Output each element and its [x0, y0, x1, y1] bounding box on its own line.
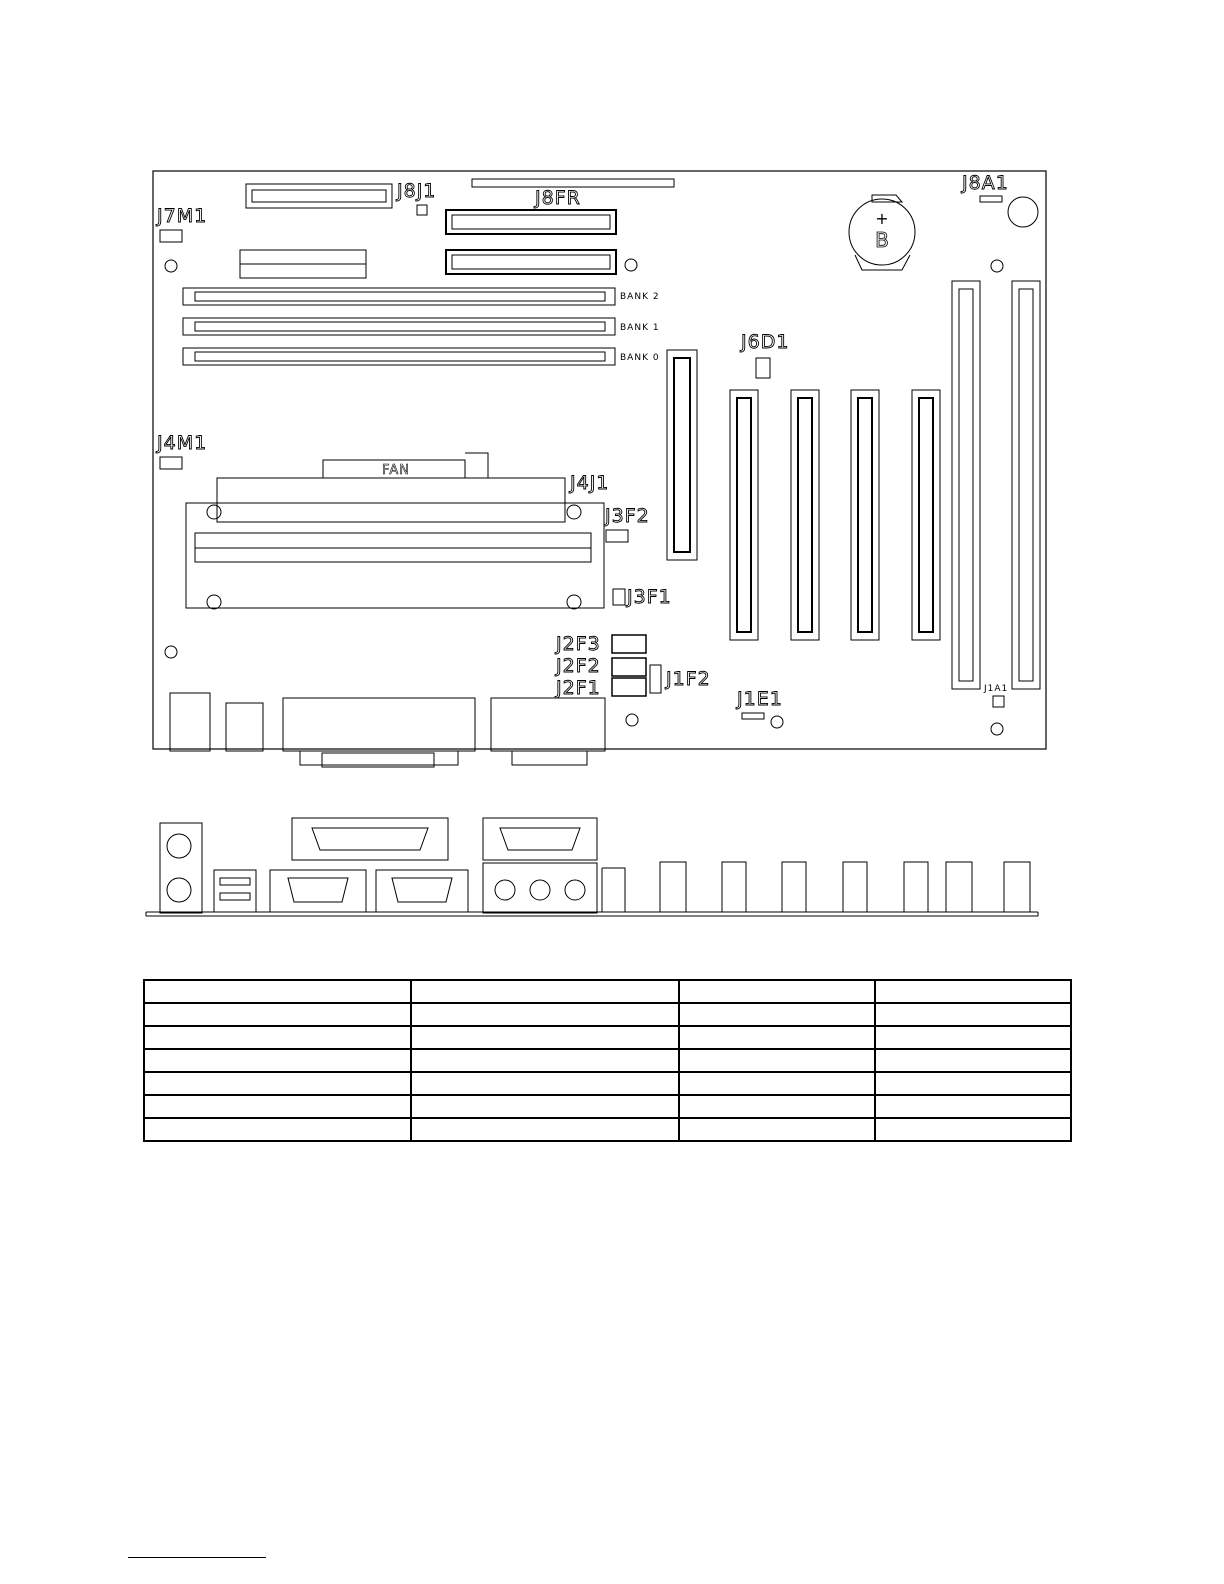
label-j2f3: J2F3 [556, 633, 601, 655]
jumper-j6d1 [756, 358, 770, 378]
table-cell [875, 1049, 1071, 1072]
label-j8j1: J8J1 [397, 180, 437, 202]
pci-slot-1 [730, 390, 758, 640]
fan-header-j2f1 [612, 678, 646, 696]
table-cell [144, 1026, 411, 1049]
dimm-bank-1 [183, 318, 615, 335]
parts-table [143, 979, 1072, 1142]
label-j3f2: J3F2 [605, 505, 650, 527]
jumper-j8a1 [980, 196, 1002, 202]
agp-slot [667, 350, 697, 560]
label-j1a1: J1A1 [984, 684, 1009, 694]
label-bank0: BANK 0 [620, 353, 660, 363]
dimm-bank-2 [183, 288, 615, 305]
table-cell [411, 1118, 679, 1141]
label-j8a1: J8A1 [962, 172, 1009, 194]
table-cell [144, 1003, 411, 1026]
table-cell [875, 1118, 1071, 1141]
table-cell [144, 1095, 411, 1118]
label-fan: FAN [382, 463, 410, 478]
table-row [144, 980, 1071, 1003]
header-j1f2 [650, 665, 661, 693]
table-cell [144, 980, 411, 1003]
pci-slot-2 [791, 390, 819, 640]
table-cell [679, 1003, 875, 1026]
battery-plus-icon: + [875, 209, 889, 228]
table-cell [679, 1049, 875, 1072]
label-j4m1: J4M1 [157, 432, 208, 454]
table-cell [411, 1095, 679, 1118]
label-j7m1: J7M1 [157, 205, 208, 227]
table-cell [875, 1026, 1071, 1049]
label-j4j1: J4J1 [570, 472, 610, 494]
connector-j8fr-upper [446, 210, 616, 234]
connector-ide-lower [446, 250, 616, 274]
table-cell [679, 1026, 875, 1049]
label-j2f1: J2F1 [556, 677, 601, 699]
fan-header-j2f2 [612, 658, 646, 676]
header-j3f1 [613, 589, 625, 605]
table-row [144, 1072, 1071, 1095]
table-row [144, 1003, 1071, 1026]
front-panel-header [472, 179, 674, 187]
atx-power-connector [240, 250, 366, 278]
label-j1e1: J1E1 [737, 688, 783, 710]
table-cell [411, 1026, 679, 1049]
table-cell [144, 1072, 411, 1095]
label-j8fr: J8FR [535, 187, 581, 209]
speaker [1008, 197, 1038, 227]
table-cell [875, 1095, 1071, 1118]
pci-slot-3 [851, 390, 879, 640]
header-j1a1 [993, 696, 1004, 707]
battery-b-label: B [875, 228, 889, 252]
table-cell [144, 1049, 411, 1072]
table-cell [679, 980, 875, 1003]
table-cell [679, 1118, 875, 1141]
header-j7m1 [160, 230, 182, 242]
label-j3f1: J3F1 [627, 586, 672, 608]
label-j6d1: J6D1 [741, 331, 790, 353]
label-j2f2: J2F2 [556, 655, 601, 677]
table-cell [875, 1003, 1071, 1026]
label-j1f2: J1F2 [666, 668, 711, 690]
pci-slot-4 [912, 390, 940, 640]
table-cell [411, 1003, 679, 1026]
board-rear-connectors [170, 693, 605, 767]
rear-io-panel [146, 818, 1038, 916]
header-j4m1 [160, 457, 182, 469]
table-row [144, 1026, 1071, 1049]
dimm-bank-0 [183, 348, 615, 365]
table-cell [875, 980, 1071, 1003]
table-cell [144, 1118, 411, 1141]
label-bank1: BANK 1 [620, 323, 660, 333]
table-row [144, 1049, 1071, 1072]
footnote-rule [128, 1557, 266, 1558]
jumper-j1e1 [742, 713, 764, 719]
table-cell [875, 1072, 1071, 1095]
table-cell [411, 980, 679, 1003]
table-row [144, 1118, 1071, 1141]
table-cell [411, 1049, 679, 1072]
table-row [144, 1095, 1071, 1118]
header-j3f2 [606, 530, 628, 542]
table-cell [679, 1095, 875, 1118]
isa-slot-2 [1012, 281, 1040, 689]
fan-header-j2f3 [612, 635, 646, 653]
table-cell [679, 1072, 875, 1095]
isa-slot-1 [952, 281, 980, 689]
label-bank2: BANK 2 [620, 292, 660, 302]
table-cell [411, 1072, 679, 1095]
